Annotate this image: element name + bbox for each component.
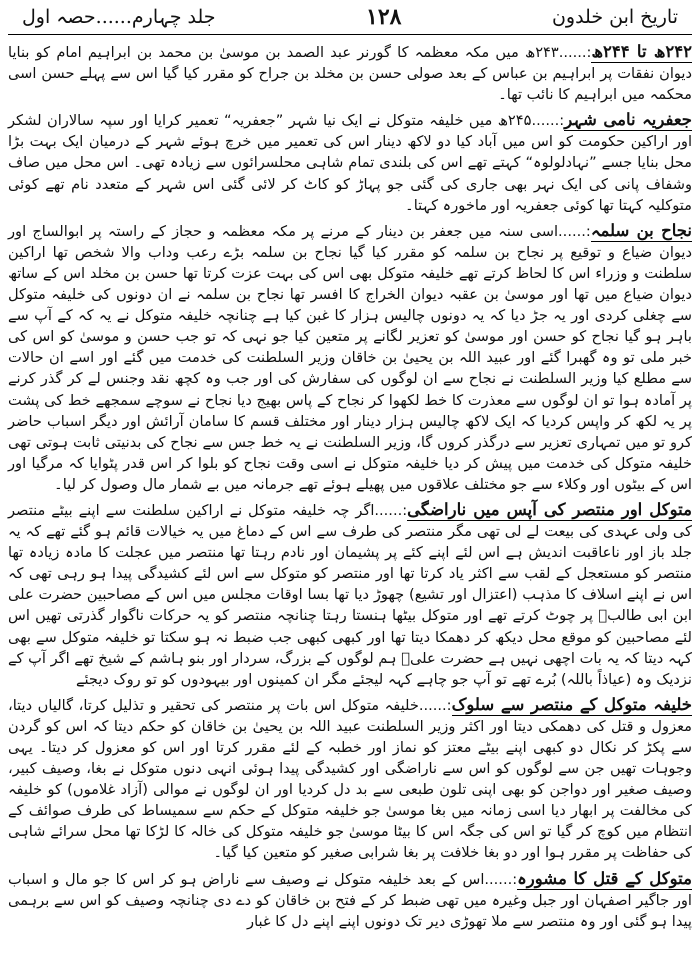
section-heading: ۲۴۲ھ تا ۲۴۴ھ (591, 42, 692, 61)
paragraph-2 (8, 109, 692, 215)
paragraph-text: :......۲۴۵ھ میں خلیفہ متوکل نے ایک نیا شہر ”جعفریہ“ تعمیر کرایا اور سپہ سالاران لشکر اور اراکین حکومت کو اس میں آباد کیا دو لاکھ دینار اس کی تعمیر میں خرچ ہوئے شہر کے درمیان ایک بہت بڑا محل بنایا جسے ”نہادلولوہ“ کہتے تھے اس کی بلندی تمام شاہی محلسرائوں سے زیادہ تھی۔ اس محل میں صاف وشفاف پانی کی ایک نہر بھی جاری کی گئی جو پہاڑ کو کاٹ کر لائی گئی اس شہر کے متعدد نام تھے کوئی متوکلیہ کہتا تھا کوئی جعفریہ اور ماخورہ کہتا۔ (8, 112, 692, 214)
paragraph-text: :......۲۴۳ھ میں مکہ معظمہ کا گورنر عبد الصمد بن موسیٰ بن محمد بن ابراہیم امام کو بنایا دیوان نفقات پر ابراہیم بن عباس کے بعد صولی حسن بن مخلد بن جراح کو مقرر کیا گیا اس سے پہلے حسن اسی محکمہ میں ابراہیم کا نائب تھا۔ (8, 44, 692, 104)
page-number: ۱۲۸ (366, 4, 402, 30)
section-heading: متوکل اور منتصر کی آپس میں ناراضگی (407, 499, 692, 519)
paragraph-text: :......اس کے بعد خلیفہ متوکل نے وصیف سے ناراض ہو کر اس کا جو مال و اسباب اور جاگیر اصفہان اور جبل وغیرہ میں تھی ضبط کر کے فتح بن خاقان کو دے دی چنانچہ وصیف کو اس سے برہمی پیدا ہو گئی اور وہ منتصر سے ملا تھوڑی دیر تک دونوں اپنے اپنے دل کا غبار (8, 870, 692, 930)
paragraph-text: :......اسی سنہ میں جعفر بن دینار کے مرنے پر مکہ معظمہ و حجاز کے راستہ پر ابوالساج اور دیوان ضیاع و توقیع پر نجاح بن سلمہ کو مقرر کیا گیا نجاح بن سلمہ بڑے رعب وداب والا شخص تھا اراکین سلطنت و وزراء اس کا لحاظ کرتے تھے خلیفہ متوکل بھی اس کی بہت عزت کرتا تھا حسن بن مخلد اس کے ساتھ دیوان ضیاع میں تھا اور موسیٰ بن عقبہ دیوان الخراج کا افسر تھا نجاح بن سلمہ نے ان دونوں کی خلیفہ متوکل سے چغلی کردی اور یہ جڑ دیا کہ یہ دونوں چالیس ہزار کا غبن کیا ہے چنانچہ خلیفہ متوکل نے یہ کہ کے آپ سے باہر ہو گیا نجاح کو حسن اور موسیٰ کو تعزیر لگانے پر متعین کیا جو نہی کہ تو جب حسن و موسیٰ کو اس کی خبر ملی تو وہ گھبرا گئے اور عبید اللہ بن یحییٰ بن خاقان وزیر السلطنت کی خدمت میں گئے اور اسے ان حالات سے مطلع کیا وزیر السلطنت نے نجاح سے ان لوگوں کی سفارش کی اور جب وہ کچھ نقد وجنس لے کر گذر کرنے پر آمادہ ہوا تو ان لوگوں سے معذرت کا خط لکھوا کر نجاح کے پاس بھیج دیا نجاح نے سوچے سمجھے خط کی پشت پر یہ لکھ کر واپس کردیا کہ ایک لاکھ چالیس ہزار دینار اور مختلف قسم کا سامان آرائش اور دیگر اسباب حاضر کرو تو میں تمہاری تعزیر سے درگذر کروں گا، وزیر السلطنت نے یہ خط جس سے نجاح کی بدنیتی ثابت ہوتی تھی خلیفہ متوکل کی خدمت میں پیش کر دیا خلیفہ متوکل نے اسی وقت نجاح کو بلوا کر اس قدر پٹوایا کہ مرگیا اور اس کے بیٹوں اور وکلاء سے جو مختلف علاقوں میں پھیلے ہوئے تھے جرمانہ میں بے شمار مال وصول کر لیا۔ (8, 222, 692, 493)
section-heading: نجاح بن سلمہ (590, 220, 693, 240)
paragraph-3 (8, 220, 692, 495)
book-title: تاریخ ابن خلدون (551, 6, 678, 28)
volume-label: جلد چہارم......حصہ اول (22, 6, 216, 28)
section-heading: جعفریہ نامی شہر (564, 110, 693, 130)
paragraph-1 (8, 41, 692, 105)
paragraph-text: :......خلیفہ متوکل اس بات پر منتصر کی تحقیر و تذلیل کرتا، گالیاں دیتا، معزول و قتل کی دھمکی دیتا اور اکثر وزیر السلطنت عبید اللہ بن یحییٰ بن خاقان کو حکم دیتا کہ اس کو گردن سے پکڑ کر نکال دو کبھی اپنے بیٹے معتز کو نماز اور خطبہ کے لئے مقرر کرتا اور اس کو معزول کر دیتا۔ یہی وجوہات تھیں جن سے لوگوں کو اس سے ناراضگی اور کشیدگی پیدا ہوئی انہی دنوں متوکل نے بغا، وصیف کبیر، وصیف صغیر اور دواجن کو بھی اپنی تلون طبعی سے بد دل کردیا اور ان لوگوں نے موالی (آزاد غلاموں) کو خلیفہ کی مخالفت پر ابھار دیا اسی زمانہ میں بغا موسیٰ جو خلیفہ متوکل کے حکم سے سمیساط کی طرف صوائف کے انتظام میں کوچ کر گیا تو اس کی جگہ اس کا بیٹا موسیٰ جو خلیفہ متوکل کی خالہ کا لڑکا تھا محل سرائے شاہی کی حفاظت پر مقرر ہوا اور دو بغا خلافت پر بغا شرابی صغیر کو متعین کیا گیا۔ (8, 696, 692, 862)
section-heading: خلیفہ متوکل کے منتصر سے سلوک (451, 694, 692, 714)
paragraph-4 (8, 499, 692, 690)
page-header (8, 0, 692, 35)
section-heading: متوکل کے قتل کا مشورہ (517, 868, 692, 888)
paragraph-5 (8, 694, 692, 864)
page-body (8, 35, 692, 932)
paragraph-text: :......اگر چہ خلیفہ متوکل نے اراکین سلطنت سے اپنے بیٹے منتصر کی ولی عہدی کی بیعت لے لی تھی مگر منتصر کی طرف سے اس کے دماغ میں یہ خیالات قائم ہو گئے تھے کہ یہ جلد باز اور ناعاقبت اندیش ہے اس لئے اپنے کئے پر پشیمان اور نادم رہتا تھا منتصر میں عجلت کا مادہ زیادہ تھا منتصر کو مستعجل کے لقب سے اکثر یاد کرتا تھا اور منتصر کو متوکل سے اس لئے کشیدگی پیدا ہو رہی تھی کہ اس نے اپنے اسلاف کا مذہب (اعتزال اور تشیع) چھوڑ دیا تھا بسا اوقات مجلس میں اس کے مصاحبین حضرت علی ابن ابی طالبؓ پر چوٹ کرتے تھے اور متوکل بیٹھا ہنستا رہتا چنانچہ منتصر کو یہ حرکات ناگوار گذرتی تھیں اس لئے مصاحبین کو موقع محل دیکھ کر دھمکا دیتا تھا اور کبھی کبھی جب ضبط نہ ہو سکتا تو خلیفہ متوکل سے بھی کہہ دیتا کہ یہ بات اچھی نہیں ہے حضرت علیؓ ہم لوگوں کے بزرگ، سردار اور بنو ہاشم کے شیخ تھے اگر آپ کے نزدیک وہ (عیاذاً باللہ) بُرے تھے تو آپ جو چاہے کہہ لیجئے مگر ان کمینوں اور بیہودوں کو تو روک دیجئے (8, 501, 692, 688)
paragraph-6 (8, 868, 692, 932)
